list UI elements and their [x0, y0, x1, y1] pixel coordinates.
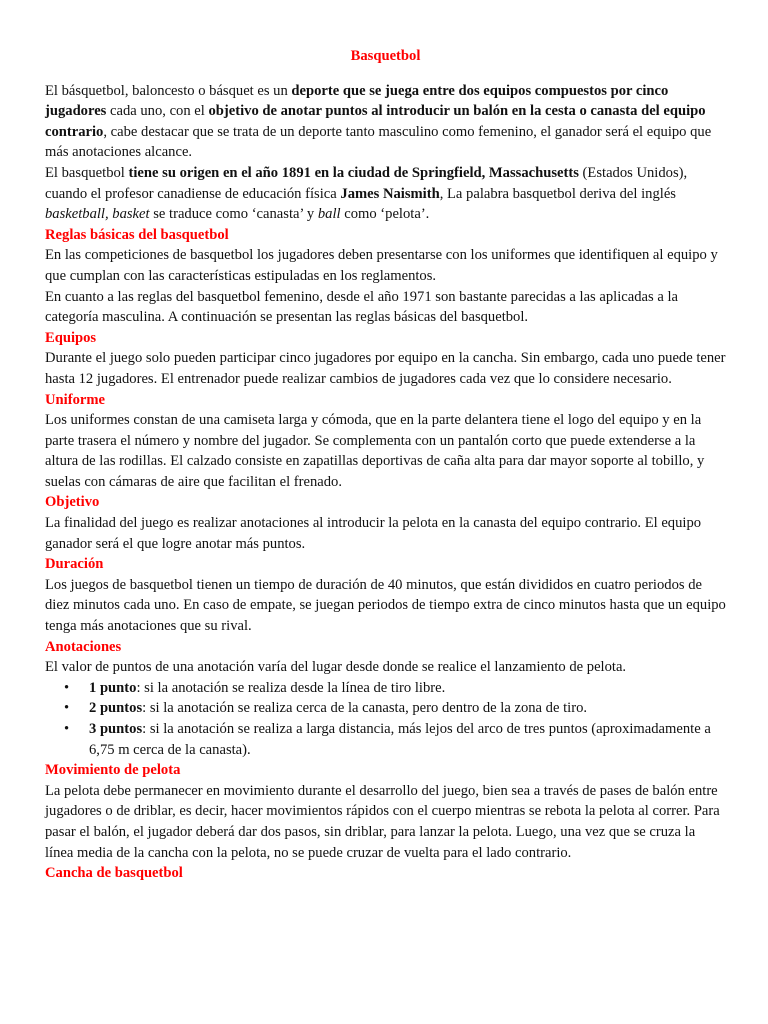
reglas-paragraph-2: En cuanto a las reglas del basquetbol femenino, desde el año 1971 son bastante parecidas a las aplicadas a la categoría masculina. A continuación se presentan las reglas básicas del basquetbol.	[45, 288, 678, 326]
text-run: cada uno, con el	[106, 103, 209, 120]
section-heading-cancha: Cancha de basquetbol	[45, 865, 183, 882]
section-heading-reglas: Reglas básicas del basquetbol	[45, 226, 229, 243]
bold-run: deporte que se juega entre dos equipos compuestos por cinco jugadores	[45, 82, 669, 120]
reglas-paragraph-1: En las competiciones de basquetbol los jugadores deben presentarse con los uniformes que identifiquen al equipo y que cumplan con las características estipuladas en los reglamentos.	[45, 247, 718, 284]
list-item	[64, 678, 726, 699]
intro-paragraph-1	[45, 81, 726, 163]
points-list	[45, 678, 726, 760]
list-item-text: : si la anotación se realiza cerca de la canasta, pero dentro de la zona de tiro.	[142, 700, 588, 717]
section-heading-uniforme: Uniforme	[45, 391, 105, 408]
objetivo-paragraph: La finalidad del juego es realizar anotaciones al introducir la pelota en la canasta del equipo contrario. El equipo ganador será el que logre anotar más puntos.	[45, 515, 702, 552]
text-run: (Estados Unidos), cuando el profesor canadiense de educación física	[45, 164, 688, 202]
list-item-label: 3 puntos	[89, 721, 143, 737]
equipos-paragraph: Durante el juego solo pueden participar cinco jugadores por equipo en la cancha. Sin embargo, cada uno puede tener hasta 12 jugadores. El entrenador puede realizar cambios de jugadores cada vez que lo considere necesario.	[45, 350, 726, 387]
uniforme-paragraph: Los uniformes constan de una camiseta larga y cómoda, que en la parte delantera tiene el logo del equipo y en la parte trasera el número y nombre del jugador. Se complementa con un pantalón corto que puede extenderse a la altura de las rodillas. El calzado consiste en zapatillas deportivas de caña alta para dar mayor soporte al tobillo, y suelas con cámaras de aire que facilitan el frenado.	[45, 412, 705, 490]
italic-run: ball	[317, 206, 341, 223]
list-item-text: : si la anotación se realiza a larga distancia, más lejos del arco de tres puntos (aproximadamente a 6,75 m cerca de la canasta).	[89, 721, 711, 758]
italic-run: basketball, basket	[45, 206, 150, 223]
text-run: se traduce como ‘canasta’ y	[149, 206, 318, 223]
text-run: , cabe destacar que se trata de un deporte tanto masculino como femenino, el ganador será el equipo que más anotaciones alcance.	[45, 123, 712, 161]
list-item-text: : si la anotación se realiza desde la línea de tiro libre.	[136, 679, 446, 696]
list-item-label: 1 punto	[89, 679, 137, 696]
movimiento-paragraph: La pelota debe permanecer en movimiento durante el desarrollo del juego, bien sea a través de pases de balón entre jugadores o de driblar, es decir, hacer movimientos rápidos con el cuerpo mientras se rebota la pelota al correr. Para pasar el balón, el jugador deberá dar dos pasos, sin driblar, para lanzar la pelota. Luego, una vez que se cruza la línea media de la cancha con la pelota, no se puede cruzar de vuelta para el lado contrario.	[45, 782, 720, 861]
list-item	[64, 719, 726, 760]
list-item	[64, 698, 726, 719]
list-item-label: 2 puntos	[89, 700, 143, 717]
text-run: El básquetbol, baloncesto o básquet es un	[45, 82, 292, 99]
intro-paragraph-2	[45, 163, 726, 225]
anotaciones-paragraph: El valor de puntos de una anotación varía del lugar desde donde se realice el lanzamiento de pelota.	[45, 659, 627, 676]
text-run: como ‘pelota’.	[340, 206, 430, 223]
section-heading-movimiento: Movimiento de pelota	[45, 762, 181, 779]
bullet-icon: •	[64, 721, 70, 737]
text-run: , La palabra basquetbol deriva del inglés	[439, 185, 676, 202]
section-heading-objetivo: Objetivo	[45, 494, 100, 511]
section-heading-duracion: Duración	[45, 556, 104, 573]
text-run: El basquetbol	[45, 164, 129, 181]
bullet-icon: •	[64, 679, 70, 696]
section-heading-anotaciones: Anotaciones	[45, 638, 122, 655]
bold-run: James Naismith	[340, 185, 440, 202]
bold-run: tiene su origen en el año 1891 en la ciudad de Springfield, Massachusetts	[128, 164, 579, 181]
bold-run: objetivo de anotar puntos al introducir un balón en la cesta o canasta del equipo contrario	[45, 103, 706, 140]
bullet-icon: •	[64, 700, 70, 717]
duracion-paragraph: Los juegos de basquetbol tienen un tiempo de duración de 40 minutos, que están divididos en cuatro periodos de diez minutos cada uno. En caso de empate, se juegan periodos de tiempo extra de cinco minutos hasta que un equipo tenga más anotaciones que su rival.	[45, 576, 726, 635]
section-heading-equipos: Equipos	[45, 329, 97, 346]
document-title: Basquetbol	[350, 48, 421, 64]
